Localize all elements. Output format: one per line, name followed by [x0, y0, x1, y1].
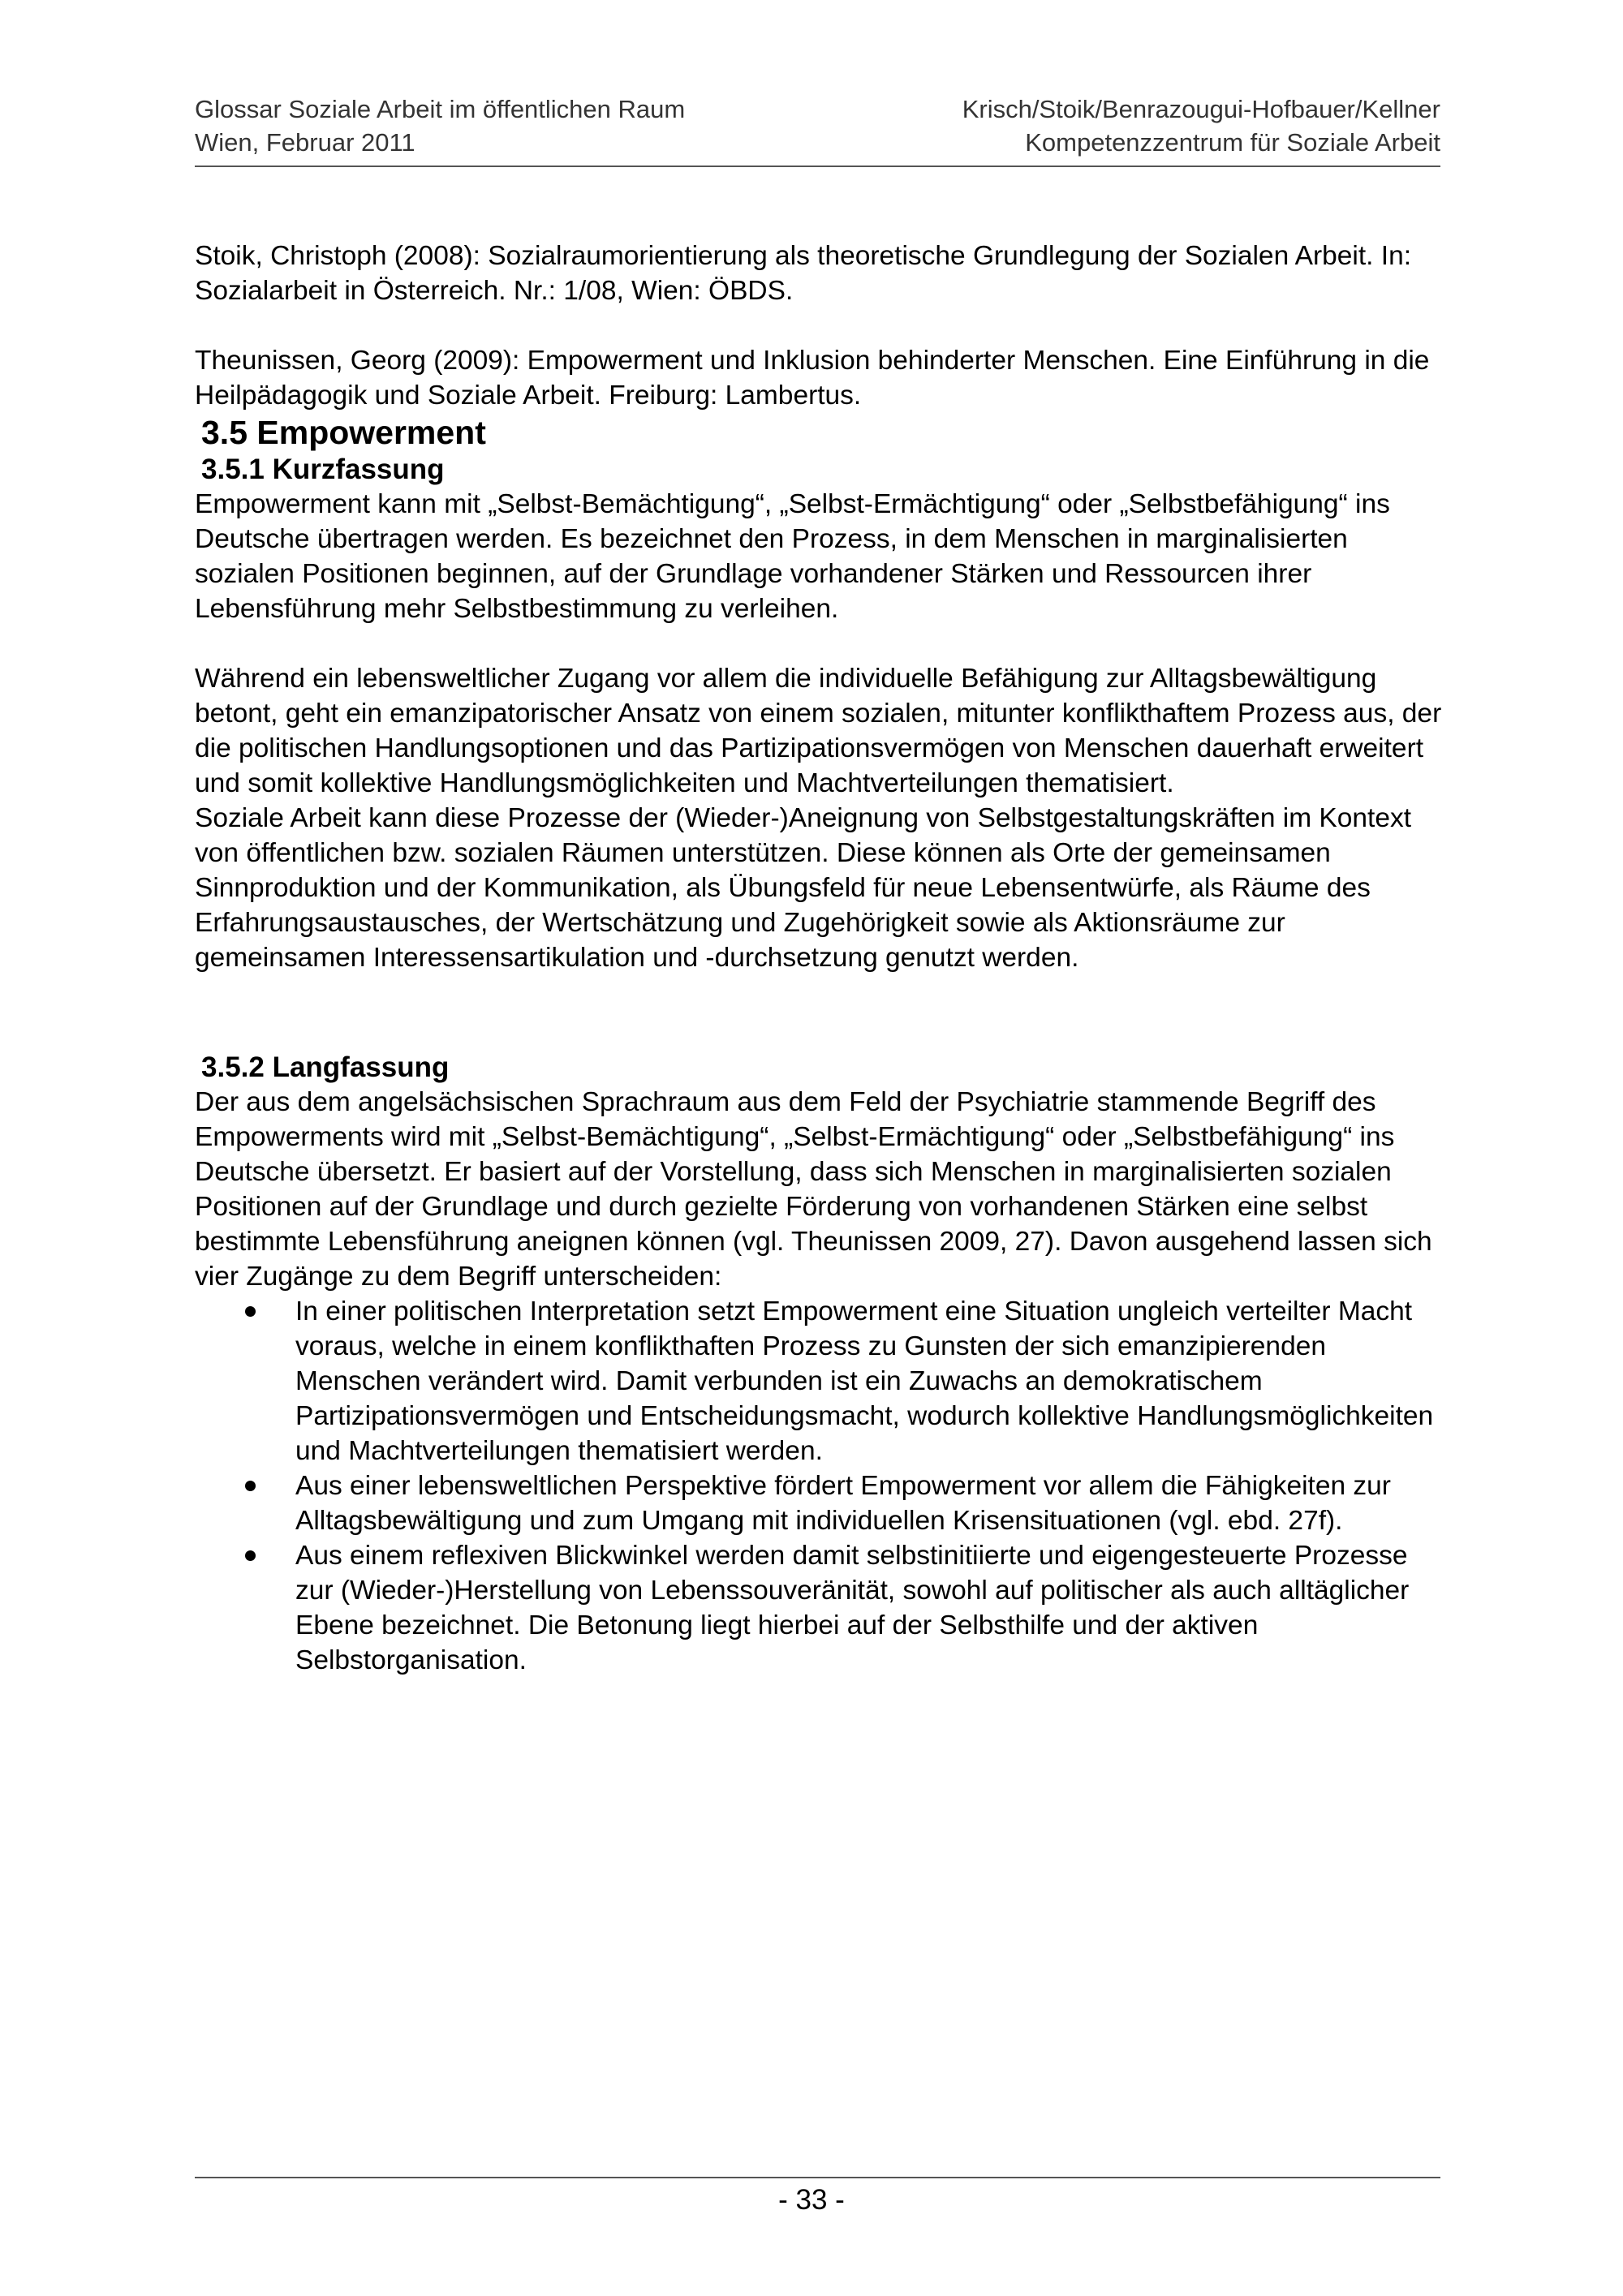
footer-divider — [195, 2177, 1440, 2178]
kurzfassung-paragraph: Soziale Arbeit kann diese Prozesse der (Wieder-)Aneignung von Selbstgestaltungskräften im Kontext von öffentlichen bzw. sozialen Räumen unterstützen. Diese können als Orte der gemeinsamen Sinnproduktion und der Kommunikation, als Übungsfeld für neue Lebensentwürfe, als Räume des Erfahrungsaustausches, der Wertschätzung und Zugehörigkeit sowie als Aktionsräume zur gemeinsamen Interessensartikulation und -durchsetzung genutzt werden. — [195, 803, 1412, 973]
header-organization: Kompetenzzentrum für Soziale Arbeit — [1025, 128, 1440, 157]
kurzfassung-paragraph: Empowerment kann mit „Selbst-Bemächtigung“, „Selbst-Ermächtigung“ oder „Selbstbefähigung“ ins Deutsche übertragen werden. Es bezeichnet den Prozess, in dem Menschen in marginalisierten sozialen Positionen beginnen, auf der Grundlage vorhandener Stärken und Ressourcen ihrer Lebensführung mehr Selbstbestimmung zu verleihen. — [195, 489, 1390, 624]
list-item — [195, 1294, 1444, 1468]
subsection-title-kurzfassung: 3.5.1 Kurzfassung — [201, 454, 445, 485]
bullet-icon — [245, 1306, 256, 1317]
header-left — [195, 92, 685, 159]
kurzfassung-paragraph: Während ein lebensweltlicher Zugang vor allem die individuelle Befähigung zur Alltagsbewältigung betont, geht ein emanzipatorischer Ansatz von einem sozialen, mitunter konflikthaftem Prozess aus, der die politischen Handlungsoptionen und das Partizipationsvermögen von Menschen dauerhaft erweitert und somit kollektive Handlungsmöglichkeiten und Machtverteilungen thematisiert. — [195, 664, 1442, 798]
header-date: Wien, Februar 2011 — [195, 128, 415, 157]
document-body — [195, 239, 1444, 1678]
list-item-text: Aus einem reflexiven Blickwinkel werden damit selbstinitiierte und eigengesteuerte Prozesse zur (Wieder-)Herstellung von Lebenssouveränität, sowohl auf politischer als auch alltäglicher Ebene bezeichnet. Die Betonung liegt hierbei auf der Selbsthilfe und der aktiven Selbstorganisation. — [295, 1541, 1410, 1675]
list-item-text: In einer politischen Interpretation setzt Empowerment eine Situation ungleich verteilter Macht voraus, welche in einem konflikthaften Prozess zu Gunsten der sich emanzipierenden Menschen verändert wird. Damit verbunden ist ein Zuwachs an demokratischem Partizipationsvermögen und Entscheidungsmacht, wodurch kollektive Handlungsmöglichkeiten und Machtverteilungen thematisiert werden. — [295, 1296, 1434, 1466]
subsection-title-langfassung: 3.5.2 Langfassung — [201, 1051, 450, 1083]
header-authors: Krisch/Stoik/Benrazougui-Hofbauer/Kellner — [962, 95, 1440, 123]
approaches-list — [195, 1294, 1444, 1678]
header-document-title: Glossar Soziale Arbeit im öffentlichen Raum — [195, 95, 686, 123]
header-right — [962, 92, 1440, 159]
page-number: - 33 - — [778, 2184, 845, 2216]
reference-entry: Stoik, Christoph (2008): Sozialraumorientierung als theoretische Grundlegung der Sozialen Arbeit. In: Sozialarbeit in Österreich. Nr.: 1/08, Wien: ÖBDS. — [195, 241, 1412, 306]
langfassung-intro: Der aus dem angelsächsischen Sprachraum aus dem Feld der Psychiatrie stammende Begriff des Empowerments wird mit „Selbst-Bemächtigung“, „Selbst-Ermächtigung“ oder „Selbstbefähigung“ ins Deutsche übersetzt. Er basiert auf der Vorstellung, dass sich Menschen in marginalisierten sozialen Positionen auf der Grundlage und durch gezielte Förderung von vorhandenen Stärken eine selbst bestimmte Lebensführung aneignen können (vgl. Theunissen 2009, 27). Davon ausgehend lassen sich vier Zugänge zu dem Begriff unterscheiden: — [195, 1087, 1432, 1292]
bullet-icon — [245, 1550, 256, 1561]
bullet-icon — [245, 1481, 256, 1491]
list-item — [195, 1468, 1444, 1538]
list-item-text: Aus einer lebensweltlichen Perspektive fördert Empowerment vor allem die Fähigkeiten zur Alltagsbewältigung und zum Umgang mit individuellen Krisensituationen (vgl. ebd. 27f). — [295, 1471, 1391, 1536]
reference-entry: Theunissen, Georg (2009): Empowerment und Inklusion behinderter Menschen. Eine Einführung in die Heilpädagogik und Soziale Arbeit. Freiburg: Lambertus. — [195, 346, 1430, 411]
header-divider — [195, 166, 1440, 167]
list-item — [195, 1538, 1444, 1678]
section-title: 3.5 Empowerment — [201, 414, 486, 451]
